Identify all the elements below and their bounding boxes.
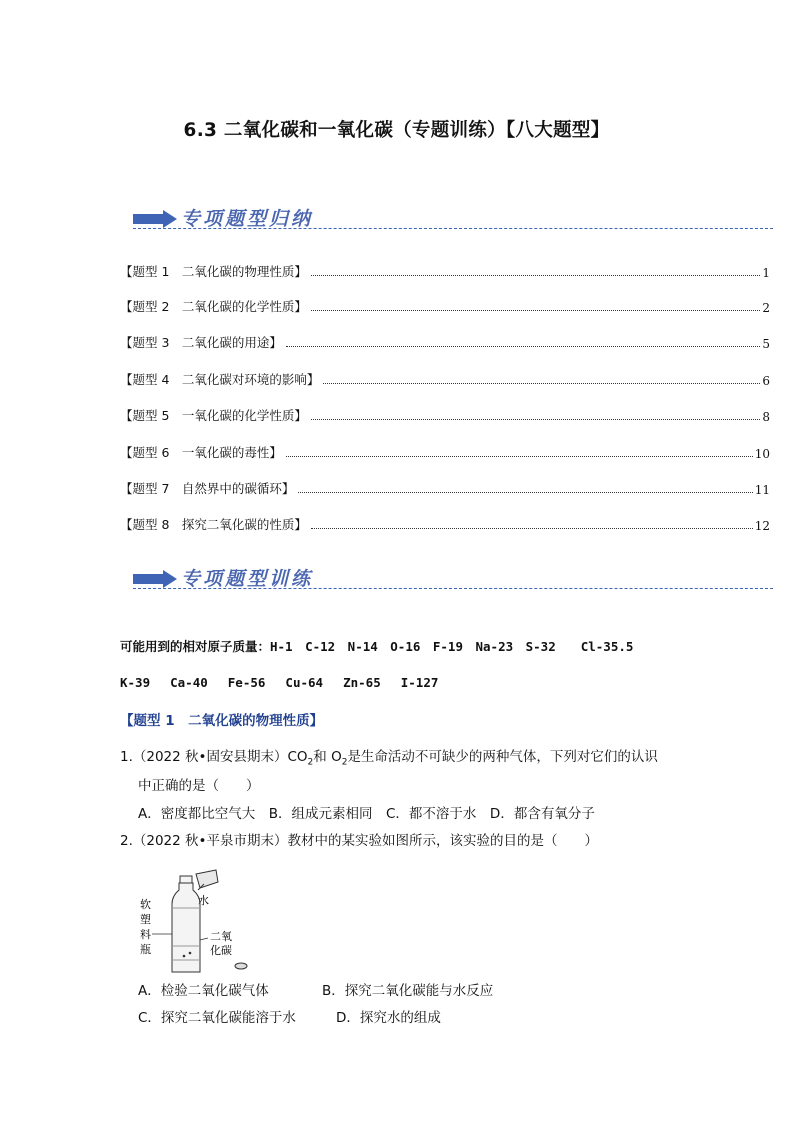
question-2-option-b: B．探究二氧化碳能与水反应 <box>322 983 494 999</box>
toc-item-7[interactable]: 【题型 7 自然界中的碳循环】 11 <box>120 481 770 497</box>
beaker-icon <box>196 870 218 890</box>
bottle-label-1: 软 <box>140 898 151 911</box>
toc-item-8[interactable]: 【题型 8 探究二氧化碳的性质】 12 <box>120 517 770 533</box>
arrow-right-icon <box>133 210 177 228</box>
svg-text:瓶: 瓶 <box>140 943 151 956</box>
atomic-mass-line-2: K-39 Ca-40 Fe-56 Cu-64 Zn-65 I-127 <box>120 675 439 690</box>
toc-item-5[interactable]: 【题型 5 一氧化碳的化学性质】 8 <box>120 408 770 424</box>
question-type-heading: 【题型 1 二氧化碳的物理性质】 <box>120 713 324 729</box>
question-1-options: A．密度都比空气大 B．组成元素相同 C．都不溶于水 D．都含有氧分子 <box>138 806 595 822</box>
toc-item-3[interactable]: 【题型 3 二氧化碳的用途】 5 <box>120 335 770 351</box>
arrow-right-icon <box>133 570 177 588</box>
section-divider <box>133 588 773 589</box>
question-2-stem: 2.（2022 秋•平泉市期末）教材中的某实验如图所示，该实验的目的是（ ） <box>120 833 598 849</box>
toc-item-2[interactable]: 【题型 2 二氧化碳的化学性质】 2 <box>120 299 770 315</box>
section-title: 专项题型归纳 <box>181 208 314 230</box>
toc-item-1[interactable]: 【题型 1 二氧化碳的物理性质】 1 <box>120 264 770 280</box>
gas-label: 二氧 <box>210 930 232 943</box>
svg-text:塑: 塑 <box>140 913 151 926</box>
section-header-summary <box>133 202 773 236</box>
question-1-stem-cont: 中正确的是（ ） <box>138 778 260 794</box>
toc-item-6[interactable]: 【题型 6 一氧化碳的毒性】 10 <box>120 445 770 461</box>
question-2-option-d: D．探究水的组成 <box>336 1010 441 1026</box>
page-title: 6.3 二氧化碳和一氧化碳（专题训练）【八大题型】 <box>183 120 610 141</box>
bottle-icon <box>172 876 200 972</box>
question-2-option-c: C．探究二氧化碳能溶于水 <box>138 1010 296 1026</box>
section-title: 专项题型训练 <box>181 568 314 590</box>
water-label: 水 <box>198 894 209 907</box>
section-divider <box>133 228 773 229</box>
svg-text:料: 料 <box>140 928 151 941</box>
svg-text:化碳: 化碳 <box>210 944 232 957</box>
question-1-stem: 1.（2022 秋•固安县期末）$CO_2$和 $O_2$是生命活动不可缺少的两种气体，下列对它们的认识 <box>120 749 658 768</box>
question-2-option-a: A．检验二氧化碳气体 <box>138 983 269 999</box>
atomic-mass-line-1: 可能用到的相对原子质量：H-1 C-12 N-14 O-16 F-19 Na-23 S-32 Cl-35.5 <box>120 639 634 654</box>
section-header-training <box>133 562 773 596</box>
experiment-diagram <box>138 868 248 978</box>
toc-item-4[interactable]: 【题型 4 二氧化碳对环境的影响】 6 <box>120 372 770 388</box>
